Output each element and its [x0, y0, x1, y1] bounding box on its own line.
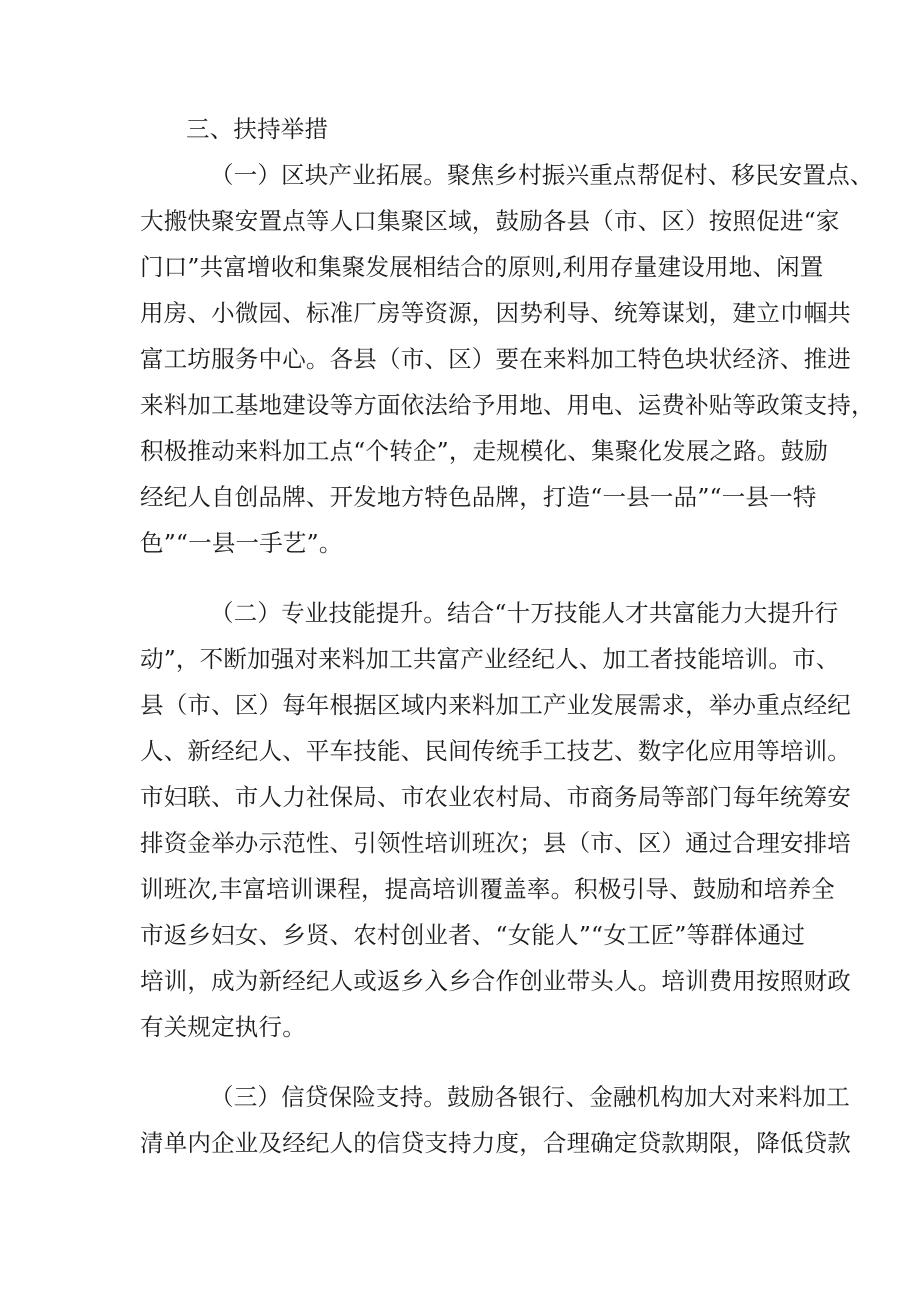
- section-heading: 三、扶持举措: [186, 115, 329, 143]
- paragraph-line: 积极推动来料加工点“个转企”，走规模化、集聚化发展之路。鼓励: [140, 437, 829, 465]
- paragraph-line: 人、新经纪人、平车技能、民间传统手工技艺、数字化应用等培训。: [140, 737, 851, 765]
- paragraph-line: 有关规定执行。: [140, 1013, 306, 1041]
- paragraph-line: 经纪人自创品牌、开发地方特色品牌，打造“一县一品”“一县一特: [140, 483, 817, 511]
- paragraph-line: 清单内企业及经纪人的信贷支持力度，合理确定贷款期限，降低贷款: [140, 1129, 851, 1157]
- paragraph-line: 富工坊服务中心。各县（市、区）要在来料加工特色块状经济、推进: [140, 345, 851, 373]
- paragraph-line: 大搬快聚安置点等人口集聚区域，鼓励各县（市、区）按照促进“家: [140, 207, 840, 235]
- paragraph-line: 培训，成为新经纪人或返乡入乡合作创业带头人。培训费用按照财政: [140, 967, 851, 995]
- paragraph-line: 县（市、区）每年根据区域内来料加工产业发展需求，举办重点经纪: [140, 691, 851, 719]
- paragraph-line: 训班次,丰富培训课程，提高培训覆盖率。积极引导、鼓励和培养全: [140, 875, 835, 903]
- paragraph-line: （二）专业技能提升。结合“十万技能人才共富能力大提升行: [210, 599, 839, 627]
- paragraph-line: （一）区块产业拓展。聚焦乡村振兴重点帮促村、移民安置点、: [210, 161, 874, 189]
- paragraph-line: 动”，不断加强对来料加工共富产业经纪人、加工者技能培训。市、: [140, 645, 840, 673]
- paragraph-line: 市返乡妇女、乡贤、农村创业者、“女能人”“女工匠”等群体通过: [140, 921, 806, 949]
- paragraph-line: （三）信贷保险支持。鼓励各银行、金融机构加大对来料加工: [210, 1083, 850, 1111]
- paragraph-line: 来料加工基地建设等方面依法给予用地、用电、运费补贴等政策支持，: [140, 391, 875, 419]
- paragraph-line: 门口”共富增收和集聚发展相结合的原则,利用存量建设用地、闲置: [140, 253, 824, 281]
- paragraph-line: 市妇联、市人力社保局、市农业农村局、市商务局等部门每年统筹安: [140, 783, 851, 811]
- paragraph-line: 色”“一县一手艺”。: [140, 529, 343, 557]
- paragraph-line: 用房、小微园、标准厂房等资源，因势利导、统筹谋划，建立巾帼共: [140, 299, 851, 327]
- paragraph-line: 排资金举办示范性、引领性培训班次；县（市、区）通过合理安排培: [140, 829, 851, 857]
